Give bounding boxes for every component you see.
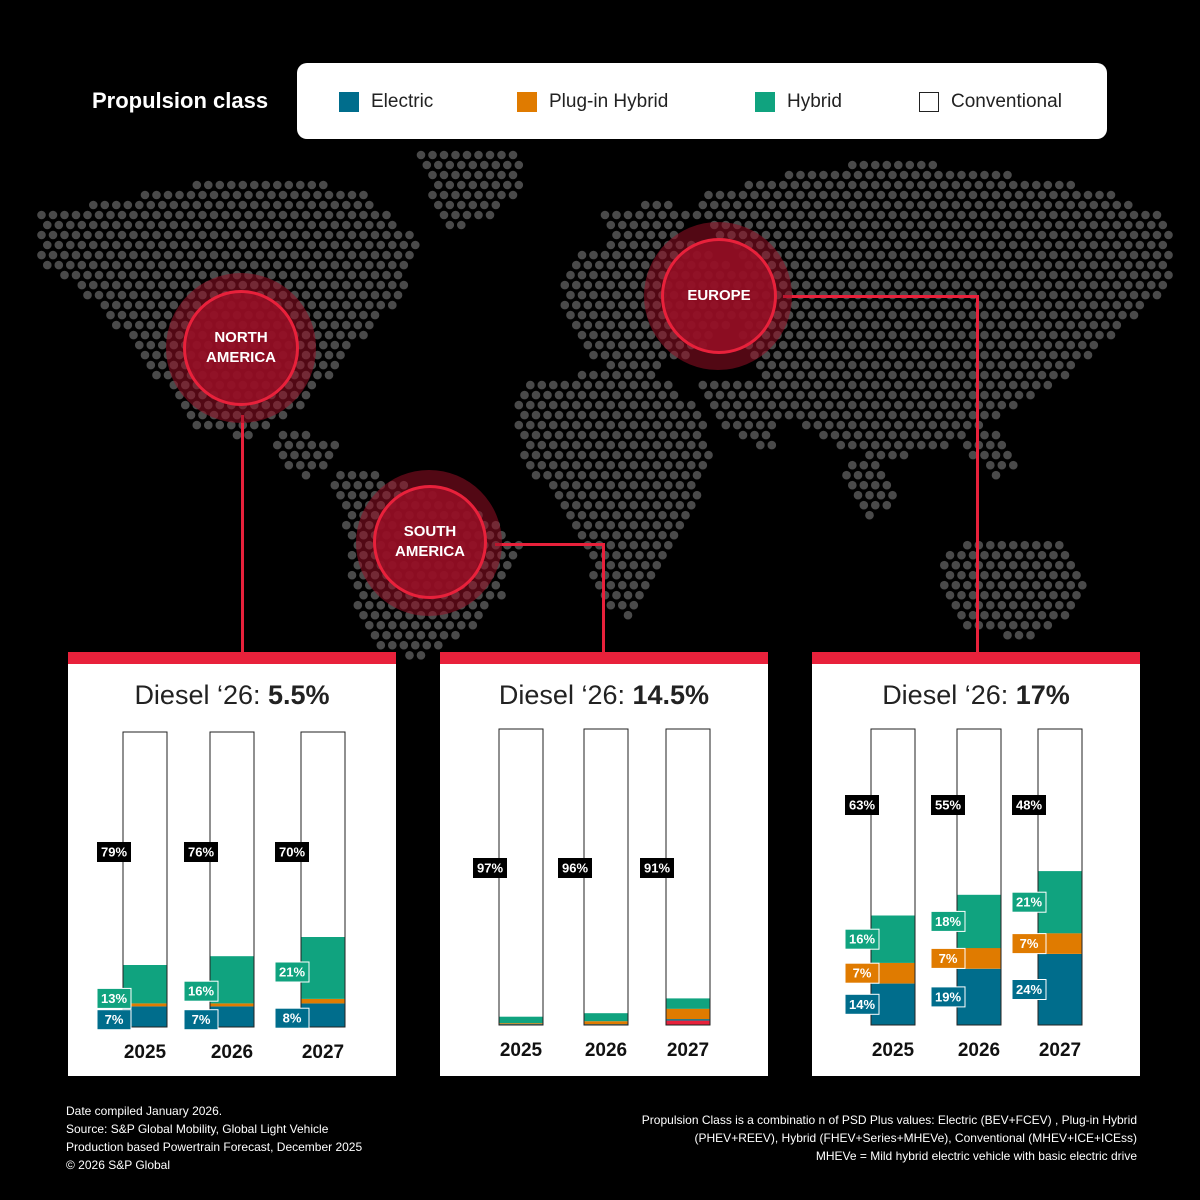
data-label: 70%: [278, 844, 306, 860]
data-label: 55%: [934, 797, 962, 813]
footnote-line: Production based Powertrain Forecast, December 2025: [66, 1140, 363, 1154]
data-label: 7%: [1019, 936, 1039, 952]
category-label: 2026: [957, 1040, 1001, 1061]
legend-label-plugin-hybrid: Plug-in Hybrid: [549, 91, 669, 112]
data-label: 7%: [852, 965, 872, 981]
category-label: 2025: [499, 1040, 543, 1061]
footnote-source: [66, 1102, 362, 1174]
footnote-line: Date compiled January 2026.: [66, 1104, 223, 1118]
bar-segment-hybrid: [499, 1017, 543, 1024]
region-south-america-line2: AMERICA: [395, 543, 465, 560]
data-label: 97%: [476, 860, 504, 876]
chart-north-america: [68, 652, 396, 1076]
panel-south-america: [440, 652, 768, 1076]
legend-title: Propulsion class: [92, 88, 269, 113]
data-label: 8%: [282, 1010, 302, 1026]
data-label: 48%: [1015, 797, 1043, 813]
category-label: 2026: [210, 1042, 254, 1063]
connector-europe-v: [976, 295, 979, 655]
panel-title-value: 17%: [1015, 680, 1070, 710]
data-label: 76%: [187, 844, 215, 860]
category-label: 2027: [301, 1042, 345, 1063]
data-label: 16%: [848, 931, 876, 947]
bar-segment-plug-in-hybrid: [499, 1023, 543, 1024]
panel-title-prefix: Diesel ‘26:: [134, 680, 269, 710]
panel-title-prefix: Diesel ‘26:: [882, 680, 1016, 710]
data-label: 7%: [938, 950, 958, 966]
region-north-america-line2: AMERICA: [206, 349, 276, 366]
bar-segment-plug-in-hybrid: [210, 1003, 254, 1006]
connector-north-america: [241, 415, 244, 655]
data-label: 21%: [278, 964, 306, 980]
chart-europe: [812, 652, 1140, 1076]
panel-north-america: [68, 652, 396, 1076]
category-label: 2025: [123, 1042, 167, 1063]
footnote-line: MHEVe = Mild hybrid electric vehicle with basic electric drive: [815, 1149, 1137, 1163]
legend-label-hybrid: Hybrid: [787, 91, 842, 112]
region-europe[interactable]: [661, 238, 777, 354]
legend-item-conventional: [919, 91, 1062, 113]
data-label: 21%: [1015, 894, 1043, 910]
connector-europe-h: [783, 295, 979, 298]
data-label: 63%: [848, 797, 876, 813]
bar-segment-hybrid: [584, 1013, 628, 1021]
legend-swatch-plugin-hybrid: [517, 92, 537, 112]
footnote-line: (PHEV+REEV), Hybrid (FHEV+Series+MHEVe), Conventional (MHEV+ICE+ICEss): [694, 1131, 1137, 1145]
category-label: 2026: [584, 1040, 628, 1061]
footnote-line: © 2026 S&P Global: [66, 1158, 171, 1172]
bar-segment-other: [666, 1021, 710, 1025]
bar-segment-electric: [666, 1019, 710, 1021]
connector-south-america-v: [602, 543, 605, 655]
legend-swatch-electric: [339, 92, 359, 112]
legend-item-plugin-hybrid: [517, 91, 668, 113]
data-label: 18%: [934, 913, 962, 929]
bar-segment-plug-in-hybrid: [301, 999, 345, 1003]
chart-south-america: [440, 652, 768, 1076]
legend: [297, 63, 1107, 139]
panel-title-value: 14.5%: [632, 680, 710, 710]
legend-item-hybrid: [755, 91, 842, 113]
legend-swatch-conventional: [919, 92, 939, 112]
region-north-america-line1: NORTH: [214, 329, 268, 346]
panel-title-prefix: Diesel ‘26:: [498, 680, 633, 710]
footnote-definitions: [642, 1111, 1137, 1165]
panel-europe: [812, 652, 1140, 1076]
data-label: 13%: [100, 990, 128, 1006]
data-label: 16%: [187, 983, 215, 999]
category-label: 2027: [666, 1040, 710, 1061]
legend-label-conventional: Conventional: [951, 91, 1062, 112]
region-south-america[interactable]: [373, 485, 487, 599]
data-label: 19%: [934, 989, 962, 1005]
category-label: 2027: [1038, 1040, 1082, 1061]
data-label: 91%: [643, 860, 671, 876]
connector-south-america-h: [495, 543, 605, 546]
region-south-america-line1: SOUTH: [403, 523, 457, 540]
bar-segment-plug-in-hybrid: [666, 1009, 710, 1019]
data-label: 24%: [1015, 982, 1043, 997]
bar-segment-plug-in-hybrid: [584, 1021, 628, 1024]
data-label: 14%: [848, 996, 876, 1012]
legend-label-electric: Electric: [371, 91, 434, 112]
data-label: 7%: [191, 1012, 211, 1028]
bar-segment-hybrid: [666, 998, 710, 1008]
panel-title-value: 5.5%: [268, 680, 330, 710]
data-label: 96%: [561, 860, 589, 876]
data-label: 79%: [100, 844, 128, 860]
footnote-line: Propulsion Class is a combinatio n of PSD Plus values: Electric (BEV+FCEV) , Plug-in Hybrid: [641, 1113, 1137, 1127]
footnote-line: Source: S&P Global Mobility, Global Light Vehicle: [66, 1122, 329, 1136]
legend-swatch-hybrid: [755, 92, 775, 112]
data-label: 7%: [104, 1012, 124, 1028]
category-label: 2025: [871, 1040, 915, 1061]
region-europe-label: EUROPE: [687, 287, 751, 304]
legend-item-electric: [339, 91, 433, 113]
region-north-america[interactable]: [183, 290, 299, 406]
